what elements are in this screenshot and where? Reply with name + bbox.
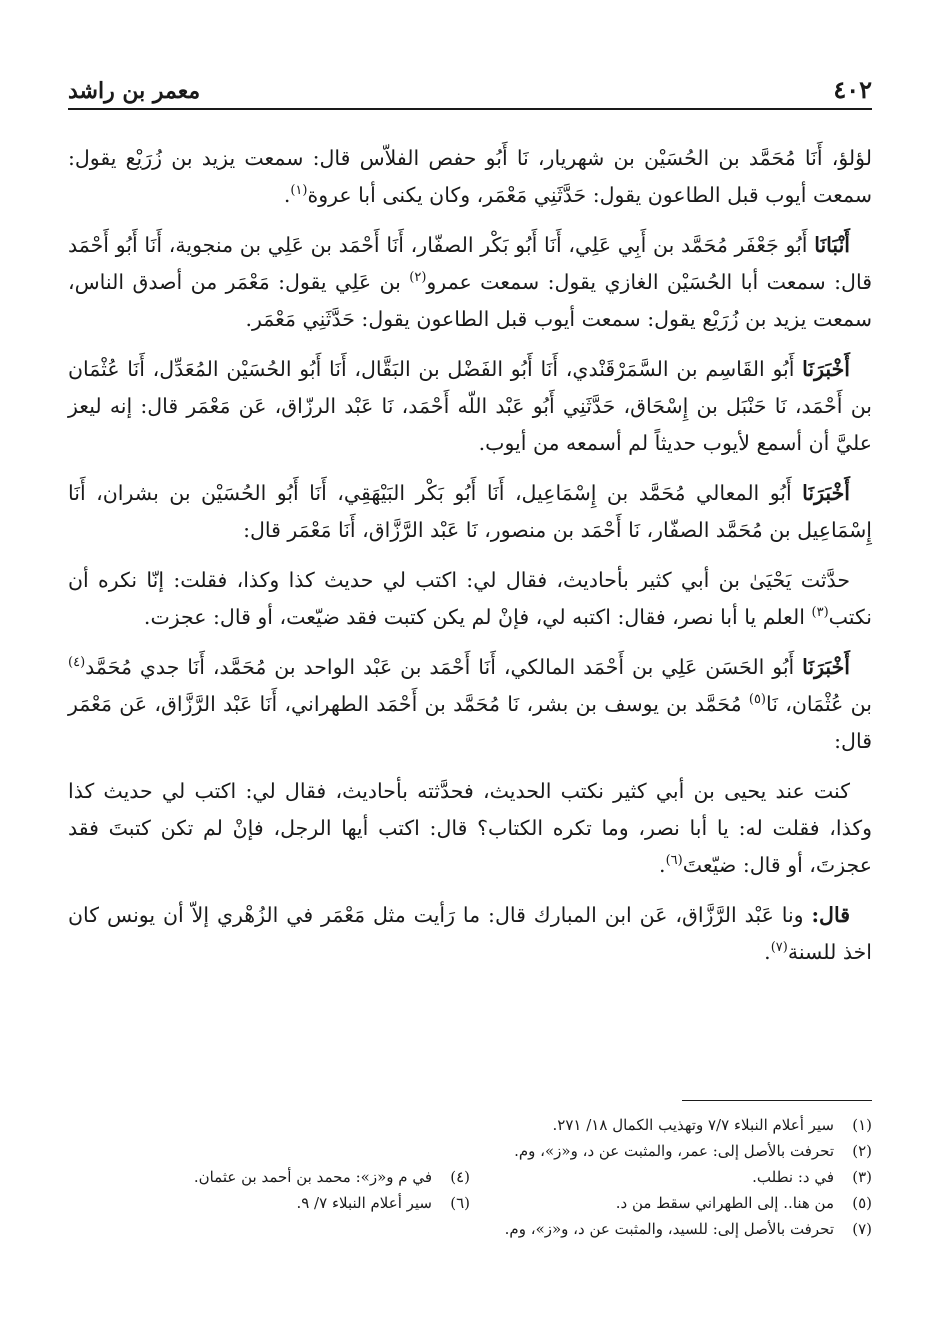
chain-lead-word: أَنْبَانَا: [814, 233, 850, 257]
running-title: معمر بن راشد: [68, 78, 201, 104]
footnote-3: [470, 1164, 872, 1190]
paragraph-text: .: [659, 853, 666, 877]
footnote-number: (٢): [852, 1142, 872, 1160]
footnote-row: [68, 1112, 872, 1138]
footnote-text: من هنا.. إلى الطهراني سقط من د.: [615, 1194, 834, 1212]
paragraph-6: [68, 649, 872, 760]
footnote-number: (٤): [450, 1168, 470, 1186]
footnote-number: (٦): [450, 1194, 470, 1212]
chain-lead-word: أَخْبَرَنَا: [802, 481, 850, 505]
paragraph-1: [68, 140, 872, 214]
paragraph-7: [68, 773, 872, 884]
footnote-4: [68, 1164, 470, 1190]
footnote-text: سير أعلام النبلاء ٧/ ٩.: [296, 1194, 432, 1212]
paragraph-5: [68, 562, 872, 636]
footnote-number: (٥): [852, 1194, 872, 1212]
footnote-marker-3: (٣): [811, 605, 829, 621]
paragraph-text: أَبُو الحَسَن عَلِي بن أَحْمَد المالكي، أَنَا أَحْمَد بن عَبْد الواحد بن مُحَمَّد، أَنَا جدي مُحَمَّد: [85, 655, 803, 679]
footnote-1: [68, 1112, 872, 1138]
footnote-number: (٣): [852, 1168, 872, 1186]
paragraph-text: بن عَلِي يقول: مَعْمَر من أصدق الناس، سمعت يزيد بن زُرَيْع يقول: سمعت أيوب قبل الطاعون يقول: حَدَّثَنِي مَعْمَر.: [68, 270, 872, 331]
footnotes: [68, 1112, 872, 1242]
footnote-5: [470, 1190, 872, 1216]
paragraph-text: أَبُو جَعْفَر مُحَمَّد بن أَبِي عَلِي، أَنَا أَبُو بَكْر الصفّار، أَنَا أَحْمَد بن عَلِي بن منجوية، أَنَا أَبُو أَحْمَد قال: سمعت أبا الحُسَيْن الغازي يقول: سمعت عمرو: [68, 233, 872, 294]
footnote-text: في د: نطلب.: [752, 1168, 834, 1186]
paragraph-4: [68, 475, 872, 549]
paragraph-text: العلم يا أبا نصر، فقال: اكتبه لي، فإنْ لم يكن كتبت فقد ضيّعت، أو قال: عجزت.: [143, 605, 812, 629]
footnote-marker-5: (٥): [748, 692, 766, 708]
paragraph-text: .: [283, 183, 291, 207]
footnote-marker-4: (٤): [68, 655, 86, 671]
footnote-6: [68, 1190, 470, 1216]
paragraph-text: ونا عَبْد الرَّزَّاق، عَن ابن المبارك قال: ما رَأيت مثل مَعْمَر في الزُهْري إلاّ أن يونس كان اخذ للسنة: [68, 903, 872, 964]
footnote-marker-1: (١): [290, 183, 308, 199]
main-text: [68, 140, 872, 984]
footnote-number: (١): [852, 1116, 872, 1134]
footnote-row: [68, 1190, 872, 1216]
paragraph-text: لؤلؤ، أَنَا مُحَمَّد بن الحُسَيْن بن شهريار، نَا أَبُو حفص الفلاّس قال: سمعت يزيد بن زُرَيْع يقول: سمعت أيوب قبل الطاعون يقول: حَدَّثَنِي مَعْمَر، وكان يكنى أبا عروة: [68, 146, 872, 207]
paragraph-text: .: [764, 940, 771, 964]
footnote-marker-6: (٦): [665, 853, 683, 869]
footnote-row: [68, 1216, 872, 1242]
paragraph-2: [68, 227, 872, 338]
paragraph-text: أَبُو المعالي مُحَمَّد بن إِسْمَاعِيل، أَنَا أَبُو بَكْر البَيْهَقِي، أَنَا أَبُو الحُسَيْن بن بشران، أَنَا إِسْمَاعِيل بن مُحَمَّد الصفّار، نَا أَحْمَد بن منصور، نَا عَبْد الرَّزَّاق، أَنَا مَعْمَر قال:: [68, 481, 872, 542]
chain-lead-word: أَخْبَرَنَا: [802, 357, 850, 381]
chain-lead-word: أَخْبَرَنَا: [802, 655, 850, 679]
paragraph-8: [68, 897, 872, 971]
footnote-text: في م و«ز»: محمد بن أحمد بن عثمان.: [193, 1168, 432, 1186]
footnote-text: سير أعلام النبلاء ٧/٧ وتهذيب الكمال ١٨/ ٢٧١.: [552, 1116, 834, 1134]
footnote-text: تحرفت بالأصل إلى: للسيد، والمثبت عن د، و«ز»، وم.: [504, 1220, 834, 1238]
footnote-row: [68, 1164, 872, 1190]
footnote-7: [68, 1216, 872, 1242]
paragraph-text: مُحَمَّد بن يوسف بن بشر، نَا مُحَمَّد بن أَحْمَد الطهراني، أَنَا عَبْد الرَّزَّاق، عَن مَعْمَر قال:: [68, 692, 872, 753]
paragraph-text: أَبُو القَاسِم بن السَّمَرْقَنْدي، أَنَا أَبُو الفَضْل بن البَقَّال، أَنَا أَبُو الحُسَيْن المُعَدِّل، أَنَا عُثْمَان بن أَحْمَد، نَا حَنْبَل بن إِسْحَاق، حَدَّثَنِي أَبُو عَبْد اللّه أَحْمَد، نَا عَبْد الرزّاق، عَن مَعْمَر قال: إنه ليعز عليَّ أن أسمع لأيوب حديثاً لم أسمعه من أيوب.: [68, 357, 872, 455]
paragraph-text: بن عُثْمَان، نَا: [766, 692, 872, 716]
paragraph-text: كنت عند يحيى بن أبي كثير نكتب الحديث، فحدَّثته بأحاديث، فقال لي: اكتب لي حديث كذا وكذا، فقلت له: يا أبا نصر، وما تكره الكتاب؟ قال: اكتب أيها الرجل، فإنْ لم تكن كتبتَ فقد عجزتَ، أو قال: ضيّعتَ: [68, 779, 872, 877]
footnote-marker-2: (٢): [409, 270, 427, 286]
footnote-text: تحرفت بالأصل إلى: عمر، والمثبت عن د، و«ز»، وم.: [514, 1142, 834, 1160]
paragraph-3: [68, 351, 872, 462]
page-header: [68, 58, 872, 110]
chain-lead-word: قال:: [811, 903, 850, 927]
footnote-row: [68, 1138, 872, 1164]
page-number: ٤٠٢: [833, 75, 872, 104]
footnote-marker-7: (٧): [770, 940, 788, 956]
paragraph-text: حدَّثت يَحْيَىٰ بن أبي كثير بأحاديث، فقال لي: اكتب لي حديث كذا وكذا، فقلت: إنّا نكره أن نكتب: [68, 568, 872, 629]
footnote-divider: [682, 1100, 872, 1101]
footnote-number: (٧): [852, 1220, 872, 1238]
footnote-2: [68, 1138, 872, 1164]
